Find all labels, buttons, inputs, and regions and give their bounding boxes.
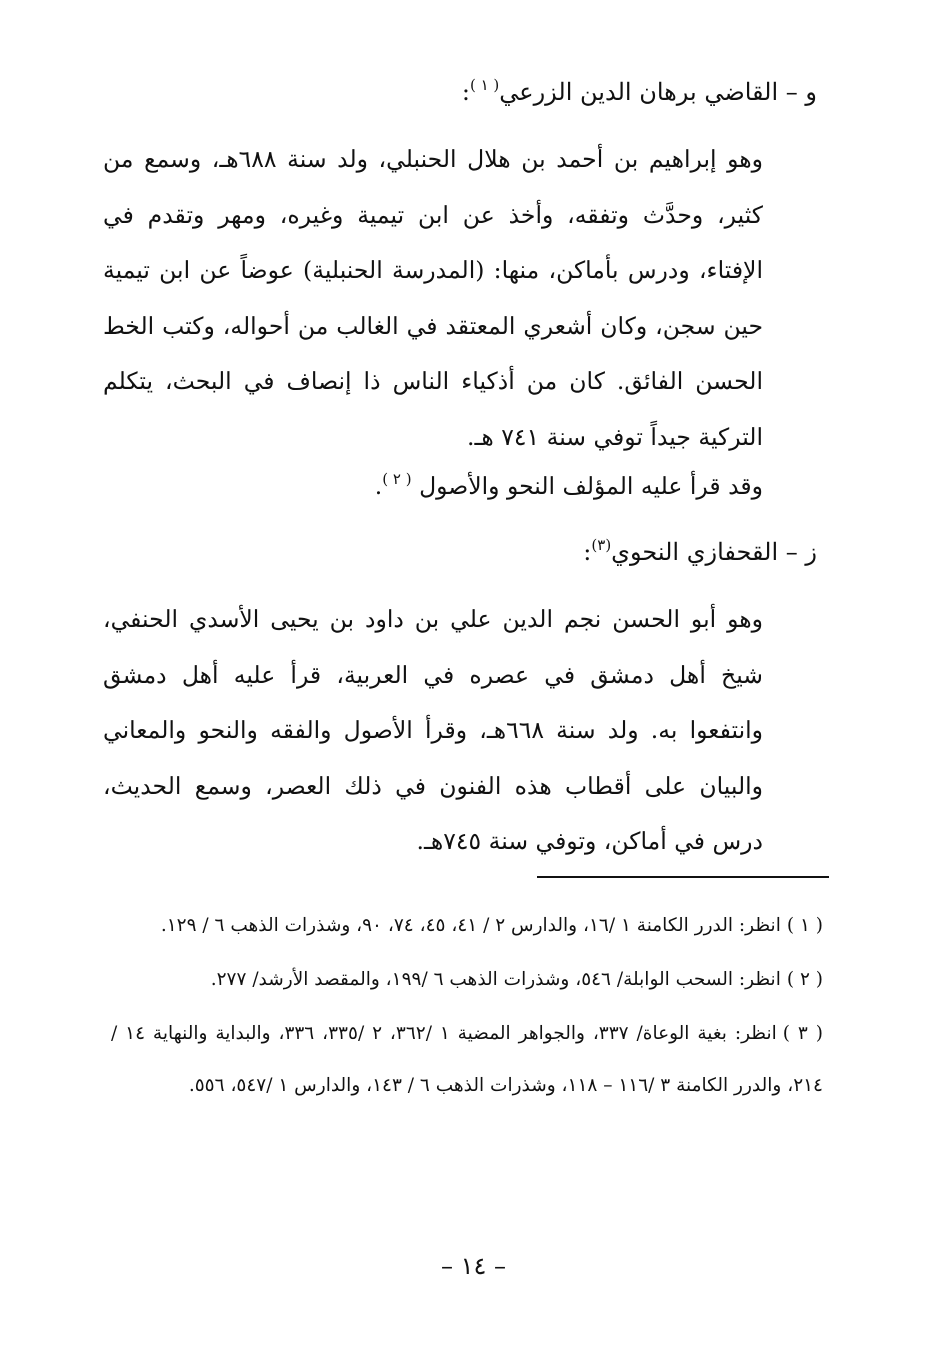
footnote-text: انظر: الدرر الكامنة ١ /١٦، والدارس ٢ / ٤١، ٤٥، ٧٤، ٩٠، وشذرات الذهب ٦ / ١٢٩. xyxy=(160,915,781,936)
footnote-number: ( ١ ) xyxy=(786,915,823,936)
biography-paragraph-qahfazi xyxy=(103,592,763,870)
footnote-number: ( ٢ ) xyxy=(786,969,823,990)
section-heading-waw xyxy=(97,76,817,108)
heading-text: و – القاضي برهان الدين الزرعي xyxy=(499,78,817,106)
paragraph-text: وهو إبراهيم بن أحمد بن هلال الحنبلي، ولد سنة ٦٨٨هـ، وسمع من كثير، وحدَّث وتفقه، وأخذ عن ابن تيمية وغيره، ومهر وتقدم في الإفتاء، ودرس بأماكن، منها: (المدرسة الحنبلية) عوضاً عن ابن تيمية حين سجن، وكان أشعري المعتقد في الغالب من أحواله، وكتب الخط الحسن الفائق. كان من أذكياء الناس ذا إنصاف في البحث، يتكلم التركية جيداً توفي سنة ٧٤١ هـ. xyxy=(103,145,764,451)
footnote-3 xyxy=(111,1008,823,1112)
footnote-text: انظر: السحب الوابلة/ ٥٤٦، وشذرات الذهب ٦ /١٩٩، والمقصد الأرشد/ ٢٧٧. xyxy=(210,969,781,990)
heading-colon: : xyxy=(461,78,470,106)
paragraph-text: وهو أبو الحسن نجم الدين علي بن داود بن يحيى الأسدي الحنفي، شيخ أهل دمشق في عصره في العربية، قرأ عليه أهل دمشق وانتفعوا به. ولد سنة ٦٦٨هـ، وقرأ الأصول والفقه والنحو والمعاني والبيان على أقطاب هذه الفنون في ذلك العصر، وسمع الحديث، درس في أماكن، وتوفي سنة ٧٤٥هـ. xyxy=(103,605,763,855)
footnotes xyxy=(111,900,823,1114)
footnote-text: انظر: بغية الوعاة/ ٣٣٧، والجواهر المضية ١ /٣٦٢، ٢ /٣٣٥، ٣٣٦، والبداية والنهاية ١٤ / ٢١٤، والدرر الكامنة ٣ /١١٦ – ١١٨، وشذرات الذهب ٦ / ١٤٣، والدارس ١ /٥٤٧، ٥٥٦. xyxy=(111,1023,823,1096)
biography-paragraph-zurai xyxy=(103,132,763,465)
note-line-text: وقد قرأ عليه المؤلف النحو والأصول xyxy=(419,472,763,500)
footnote-1 xyxy=(111,900,823,952)
footnote-number: ( ٣ ) xyxy=(782,1023,823,1044)
section-heading-zay xyxy=(97,536,817,568)
note-line-author-studied xyxy=(103,470,763,502)
footnote-2 xyxy=(111,954,823,1006)
footnote-ref-2: ( ٢ ) xyxy=(382,470,412,488)
heading-text: ز – القحفازي النحوي xyxy=(611,538,817,566)
footnote-ref-3: (٣) xyxy=(591,536,612,554)
note-line-end: . xyxy=(374,472,383,500)
heading-colon: : xyxy=(583,538,592,566)
footnote-separator xyxy=(537,876,829,878)
footnote-ref-1: ( ١ ) xyxy=(469,76,500,94)
page-number: – ١٤ – xyxy=(440,1252,507,1280)
